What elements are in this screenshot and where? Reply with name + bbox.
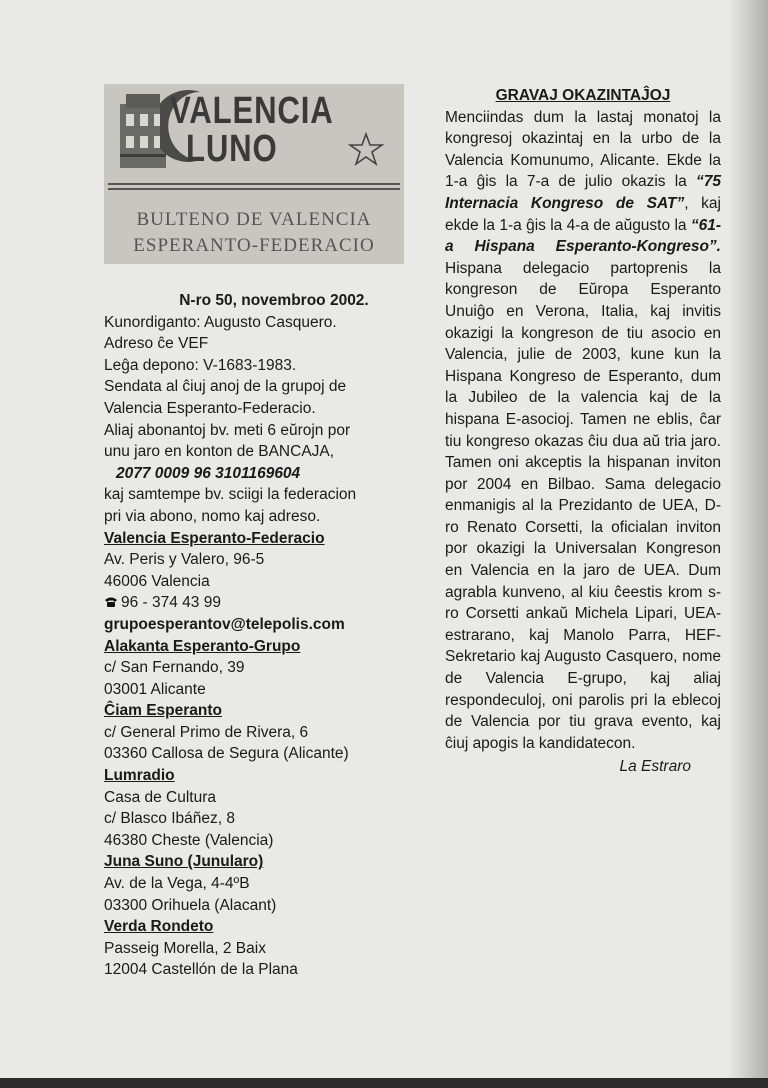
article-text: Hispana delegacio partoprenis la kongreson de Eŭropa Esperanto Unuiĝo en Verona, Italia, kaj invitis okazigi la kongreson de tiu asocio en Valencia, julie de 2003, kune kun la Hispana Kongreso de Esperanto, dum la Jubileo de la valencia kaj de la hispana E-asocioj. Tamen ne eblis, ĉar tiu kongreso okazas ĉiu dua aŭ tria jaro. Tamen oni akceptis la hispanan inviton por 2004 en Bilbao. Sama delegacio enmanigis al la Prezidanto de UEA, D-ro Renato Corsetti, la oficialan inviton por okazigi la Universalan Kongreson en Valencia en la jaro de UEA. Dum agrabla kunveno, al kiu ĉeestis krom s-ro Corsetti ankaŭ Michela Lipari, UEA-estrarano, kaj Manolo Parra, HEF-Sekretario kaj Augusto Casquero, nome de Valencia E-grupo, kaj aliaj respondeculoj, oni parolis pri la eblecoj de Valencia por tiu grava evento, kaj ĉiuj apogis la kandidatecon. [445, 259, 721, 752]
intro-line: Valencia Esperanto-Federacio. [104, 399, 316, 417]
masthead-logo [104, 84, 404, 264]
address-line: 03360 Callosa de Segura (Alicante) [104, 745, 349, 763]
article-body [445, 107, 721, 755]
phone-icon [104, 596, 118, 608]
article-signature: La Estraro [619, 758, 691, 776]
star-icon [348, 132, 384, 166]
intro-line: Kunordiganto: Augusto Casquero. [104, 313, 337, 331]
page-bottom-edge [0, 1078, 768, 1088]
phone-line [104, 592, 404, 614]
intro-line: kaj samtempe bv. sciigi la federacion [104, 486, 357, 504]
page-edge-shadow [728, 0, 768, 1088]
left-column [104, 290, 404, 981]
article-heading: GRAVAJ OKAZINTAĴOJ [495, 87, 671, 104]
intro-line: Sendata al ĉiuj anoj de la grupoj de [104, 378, 347, 396]
address-line: Av. de la Vega, 4-4ºB [104, 875, 250, 893]
org-name-lumradio: Lumradio [104, 767, 175, 785]
org-name-verda-rondeto: Verda Rondeto [104, 918, 214, 936]
intro-line: pri via abono, nomo kaj adreso. [104, 507, 321, 525]
masthead-title-line2: LUNO [186, 128, 278, 170]
intro-line: unu jaro en konton de BANCAJA, [104, 443, 335, 461]
address-line: c/ Blasco Ibáñez, 8 [104, 810, 235, 828]
address-line: c/ General Primo de Rivera, 6 [104, 723, 309, 741]
masthead-title-line1: VALENCIA [170, 90, 334, 132]
org-name-juna-suno: Juna Suno (Junularo) [104, 853, 264, 871]
article-text: , kaj ekde la 1-a ĝis la 4-a de aŭgusto la [445, 194, 721, 234]
address-line: 03300 Orihuela (Alacant) [104, 896, 277, 914]
article-emphasis: “75 Internacia Kongreso de SAT” [445, 173, 721, 212]
intro-line: Leĝa depono: V-1683-1983. [104, 356, 297, 374]
masthead-rule [108, 188, 400, 190]
article-text: Menciindas dum la lastaj monatoj la kongresoj okazintaj en la urbo de la Valencia Komunumo, Alicante. Ekde la 1-a ĝis la 7-a de julio okazis la [445, 108, 721, 191]
email-address[interactable]: grupoesperantov@telepolis.com [104, 615, 345, 633]
org-name-ciam-esperanto: Ĉiam Esperanto [104, 702, 223, 720]
org-name-alakanta: Alakanta Esperanto-Grupo [104, 637, 301, 655]
intro-line: Aliaj abonantoj bv. meti 6 eŭrojn por [104, 421, 351, 439]
address-line: Casa de Cultura [104, 788, 217, 806]
address-line: 03001 Alicante [104, 680, 206, 698]
masthead-subtitle-line2: ESPERANTO-FEDERACIO [133, 235, 375, 256]
intro-line: Adreso ĉe VEF [104, 335, 209, 353]
issue-line: N-ro 50, novembroo 2002. [179, 292, 369, 309]
address-line: Passeig Morella, 2 Baix [104, 939, 266, 957]
org-name-vef: Valencia Esperanto-Federacio [104, 529, 325, 547]
address-line: c/ San Fernando, 39 [104, 659, 245, 677]
phone-number: 96 - 374 43 99 [121, 594, 221, 612]
address-line: Av. Peris y Valero, 96-5 [104, 551, 265, 569]
address-line: 46380 Cheste (Valencia) [104, 831, 274, 849]
masthead-subtitle-line1: BULTENO DE VALENCIA [136, 209, 372, 230]
right-column [445, 85, 721, 778]
article-emphasis: “61-a Hispana Esperanto-Kongreso”. [445, 216, 721, 256]
address-line: 12004 Castellón de la Plana [104, 961, 298, 979]
masthead-rule [108, 183, 400, 185]
address-line: 46006 Valencia [104, 572, 210, 590]
bank-account-number: 2077 0009 96 3101169604 [116, 464, 301, 482]
